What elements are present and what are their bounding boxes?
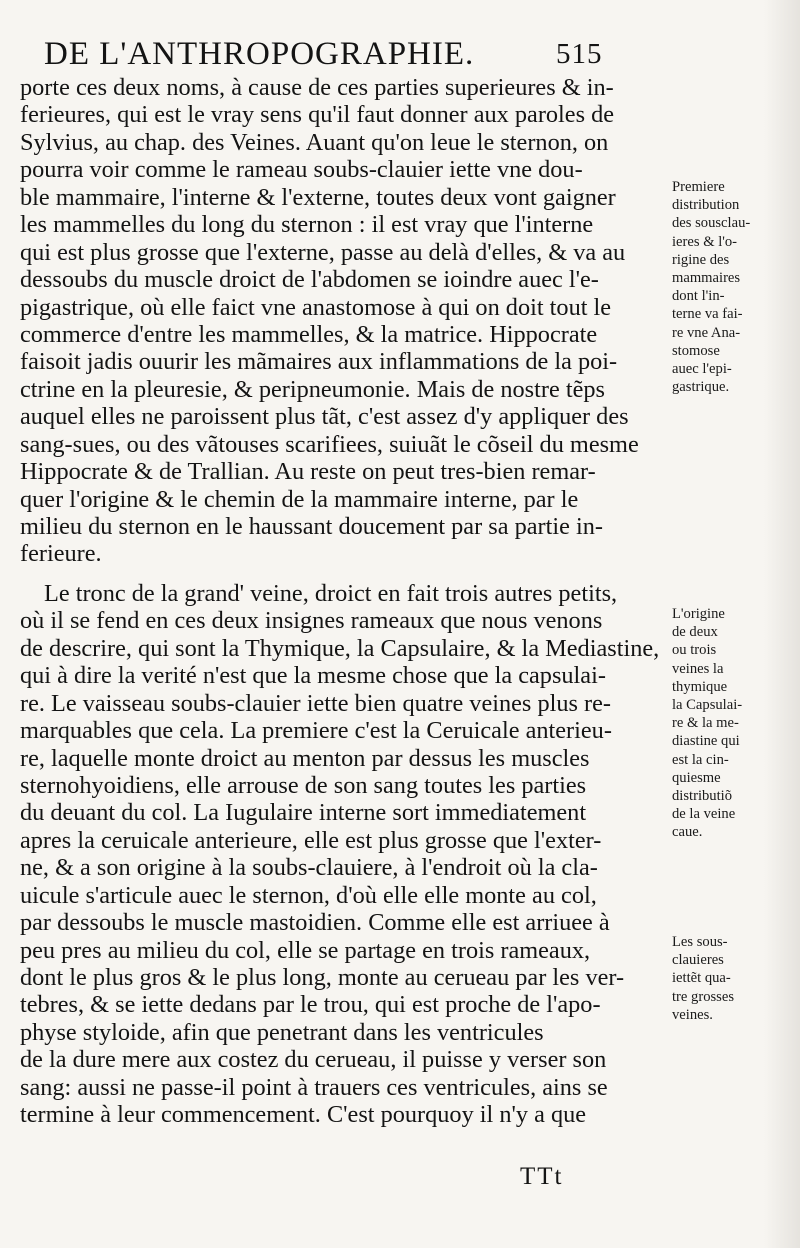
margin-note-line: iettẽt qua- — [672, 970, 731, 987]
text-line: dessoubs du muscle droict de l'abdomen se ioindre auec l'e- — [20, 266, 599, 294]
text-line: peu pres au milieu du col, elle se partage en trois rameaux, — [20, 936, 591, 964]
text-line: quer l'origine & le chemin de la mammaire interne, par le — [20, 485, 579, 513]
text-line: Le tronc de la grand' veine, droict en fait trois autres petits, — [44, 579, 618, 607]
text-line: ferieure. — [20, 540, 102, 568]
text-line: porte ces deux noms, à cause de ces parties superieures & in- — [20, 74, 614, 101]
margin-note-line: ieres & l'o- — [672, 233, 738, 250]
margin-note-line: thymique — [672, 678, 728, 695]
text-line: termine à leur commencement. C'est pourquoy il n'y a que — [20, 1101, 587, 1129]
text-line: de la dure mere aux costez du cerueau, il puisse y verser son — [20, 1046, 607, 1074]
text-line: Sylvius, au chap. des Veines. Auant qu'on leue le sternon, on — [20, 128, 609, 156]
text-line: commerce d'entre les mammelles, & la matrice. Hippocrate — [20, 320, 598, 348]
margin-note-line: ou trois — [672, 642, 717, 659]
margin-note-line: re vne Ana- — [672, 324, 741, 341]
margin-note-line: Premiere — [672, 179, 725, 195]
text-line: uicule s'articule auec le sternon, d'où elle elle monte au col, — [20, 881, 597, 909]
margin-note-line: stomose — [672, 342, 720, 359]
text-line: dont le plus gros & le plus long, monte au cerueau par les ver- — [20, 964, 625, 991]
text-line: qui à dire la verité n'est que la mesme chose que la capsulai- — [20, 662, 606, 690]
text-line: apres la ceruicale anterieure, elle est plus grosse que l'exter- — [20, 826, 602, 854]
text-line: les mammelles du long du sternon : il est vray que l'interne — [20, 211, 594, 239]
margin-note-line: mammaires — [672, 269, 741, 286]
margin-note-line: Les sous- — [672, 934, 728, 950]
text-line: marquables que cela. La premiere c'est la Ceruicale anterieu- — [20, 717, 612, 745]
text-line: milieu du sternon en le haussant doucement par sa partie in- — [20, 513, 603, 540]
text-line: re. Le vaisseau soubs-clauier iette bien quatre veines plus re- — [20, 689, 611, 717]
text-line: sternohyoidiens, elle arrouse de son sang toutes les parties — [20, 771, 587, 799]
text-line: par dessoubs le muscle mastoidien. Comme elle est arriuee à — [20, 909, 610, 937]
margin-note-line: terne va fai- — [672, 306, 743, 323]
running-head — [44, 36, 654, 72]
text-line: tebres, & se iette dedans par le trou, qui est proche de l'apo- — [20, 991, 601, 1019]
page-number: 515 — [556, 38, 603, 70]
margin-note-line: caue. — [672, 824, 703, 841]
margin-note-line: veines. — [672, 1006, 713, 1023]
margin-note — [672, 933, 796, 1024]
margin-note-line: re & la me- — [672, 715, 739, 732]
margin-note — [672, 178, 796, 396]
margin-note — [672, 605, 796, 841]
text-line: Hippocrate & de Trallian. Au reste on peut tres-bien remar- — [20, 458, 596, 486]
margin-note-line: la Capsulai- — [672, 696, 743, 713]
text-line: du deuant du col. La Iugulaire interne sort immediatement — [20, 799, 587, 827]
margin-note-line: clauieres — [672, 952, 724, 969]
text-line: qui est plus grosse que l'externe, passe au delà d'elles, & va au — [20, 238, 626, 266]
margin-note-line: tre grosses — [672, 988, 735, 1005]
text-line: faisoit jadis ouurir les mãmaires aux inflammations de la poi- — [20, 348, 618, 376]
margin-note-line: gastrique. — [672, 379, 730, 396]
text-line: ble mammaire, l'interne & l'externe, toutes deux vont gaigner — [20, 183, 616, 211]
text-line: physe styloide, afin que penetrant dans les ventricules — [20, 1018, 544, 1046]
margin-note-line: distribution — [672, 197, 740, 214]
margin-note-line: L'origine — [672, 606, 725, 622]
margin-note-line: quiesme — [672, 769, 721, 786]
margin-note-line: auec l'epi- — [672, 360, 732, 377]
margin-note-line: distributiõ — [672, 787, 732, 804]
text-line: sang-sues, ou des vãtouses scarifiees, suiuãt le cõseil du mesme — [20, 430, 639, 458]
margin-note-line: veines la — [672, 660, 724, 677]
text-line: ne, & a son origine à la soubs-clauiere, à l'endroit où la cla- — [20, 854, 598, 882]
margin-note-line: de la veine — [672, 806, 736, 823]
text-line: re, laquelle monte droict au menton par dessus les muscles — [20, 744, 590, 772]
text-line: pigastrique, où elle faict vne anastomose à qui on doit tout le — [20, 293, 612, 321]
signature-mark: TTt — [520, 1163, 564, 1190]
text-line: sang: aussi ne passe-il point à trauers ces ventricules, ains se — [20, 1073, 608, 1101]
margin-note-line: dont l'in- — [672, 288, 725, 305]
text-line: où il se fend en ces deux insignes rameaux que nous venons — [20, 607, 603, 635]
text-line: auquel elles ne paroissent plus tãt, c'est assez d'y appliquer des — [20, 403, 629, 431]
margin-note-line: rigine des — [672, 251, 730, 268]
margin-note-line: diastine qui — [672, 733, 740, 750]
main-text-block — [20, 74, 680, 1129]
margin-note-line: des sousclau- — [672, 215, 751, 232]
margin-note-line: de deux — [672, 624, 718, 641]
text-line: pourra voir comme le rameau soubs-clauier iette vne dou- — [20, 156, 583, 184]
text-line: ferieures, qui est le vray sens qu'il faut donner aux paroles de — [20, 101, 615, 129]
text-line: ctrine en la pleuresie, & peripneumonie. Mais de nostre tẽps — [20, 375, 605, 403]
running-title: DE L'ANTHROPOGRAPHIE. — [44, 36, 475, 72]
margin-note-line: est la cin- — [672, 751, 729, 768]
text-line: de descrire, qui sont la Thymique, la Capsulaire, & la Mediastine, — [20, 634, 660, 662]
